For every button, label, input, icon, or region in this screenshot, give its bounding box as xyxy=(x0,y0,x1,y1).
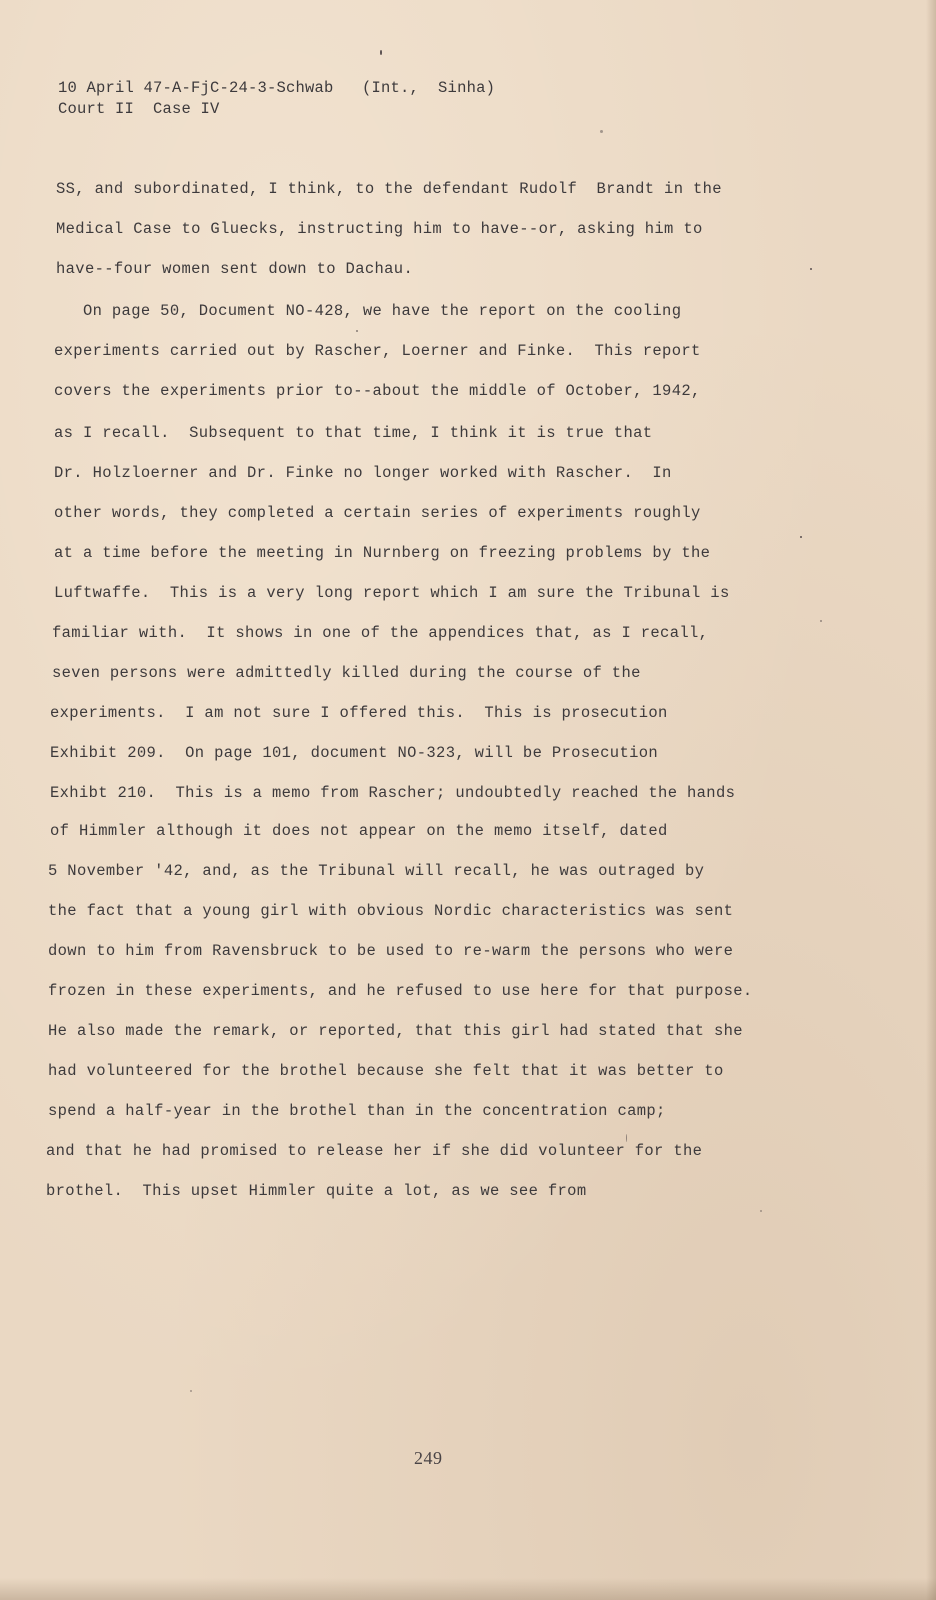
transcript-line: as I recall. Subsequent to that time, I think it is true that xyxy=(54,424,653,442)
page-bottom-shadow xyxy=(0,1578,936,1600)
transcript-line: covers the experiments prior to--about the middle of October, 1942, xyxy=(54,382,701,400)
transcript-line: frozen in these experiments, and he refused to use here for that purpose. xyxy=(48,982,753,1000)
transcript-line: Medical Case to Gluecks, instructing him to have--or, asking him to xyxy=(56,220,703,238)
paper-speck xyxy=(626,1134,627,1142)
transcript-line: Exhibt 210. This is a memo from Rascher; undoubtedly reached the hands xyxy=(50,784,736,802)
header-line-date-reference: 10 April 47-A-FjC-24-3-Schwab (Int., Sinha) xyxy=(58,79,496,97)
transcript-line: 5 November '42, and, as the Tribunal will recall, he was outraged by xyxy=(48,862,705,880)
transcript-line: Exhibit 209. On page 101, document NO-323, will be Prosecution xyxy=(50,744,659,762)
page-edge-shadow xyxy=(926,0,936,1600)
transcript-line: Dr. Holzloerner and Dr. Finke no longer worked with Rascher. In xyxy=(54,464,672,482)
transcript-line: On page 50, Document NO-428, we have the report on the cooling xyxy=(54,302,682,320)
paper-speck xyxy=(800,536,802,538)
paper-speck xyxy=(190,1390,192,1392)
transcript-line: have--four women sent down to Dachau. xyxy=(56,260,414,278)
transcript-line: brothel. This upset Himmler quite a lot, as we see from xyxy=(46,1182,587,1200)
transcript-line: the fact that a young girl with obvious Nordic characteristics was sent xyxy=(48,902,734,920)
paper-speck xyxy=(600,130,603,133)
transcript-line: experiments carried out by Rascher, Loerner and Finke. This report xyxy=(54,342,701,360)
header-line-court-case: Court II Case IV xyxy=(58,100,220,118)
paper-speck xyxy=(820,620,822,622)
transcript-line: had volunteered for the brothel because she felt that it was better to xyxy=(48,1062,724,1080)
transcript-line: down to him from Ravensbruck to be used to re-warm the persons who were xyxy=(48,942,734,960)
document-header xyxy=(58,78,495,120)
transcript-line: other words, they completed a certain series of experiments roughly xyxy=(54,504,701,522)
paper-speck xyxy=(760,1210,762,1212)
transcript-line: at a time before the meeting in Nurnberg on freezing problems by the xyxy=(54,544,711,562)
page-number: 249 xyxy=(414,1448,443,1468)
transcript-line: SS, and subordinated, I think, to the defendant Rudolf Brandt in the xyxy=(56,180,722,198)
transcript-line: Luftwaffe. This is a very long report which I am sure the Tribunal is xyxy=(54,584,730,602)
transcript-line: He also made the remark, or reported, that this girl had stated that she xyxy=(48,1022,743,1040)
transcript-line: seven persons were admittedly killed during the course of the xyxy=(52,664,641,682)
transcript-line: familiar with. It shows in one of the appendices that, as I recall, xyxy=(52,624,709,642)
paper-speck xyxy=(810,268,812,270)
paper-speck xyxy=(380,50,382,55)
paper-speck xyxy=(356,330,358,332)
transcript-line: and that he had promised to release her if she did volunteer for the xyxy=(46,1142,703,1160)
transcript-line: experiments. I am not sure I offered this. This is prosecution xyxy=(50,704,668,722)
transcript-line: of Himmler although it does not appear on the memo itself, dated xyxy=(50,822,668,840)
transcript-line: spend a half-year in the brothel than in the concentration camp; xyxy=(48,1102,666,1120)
